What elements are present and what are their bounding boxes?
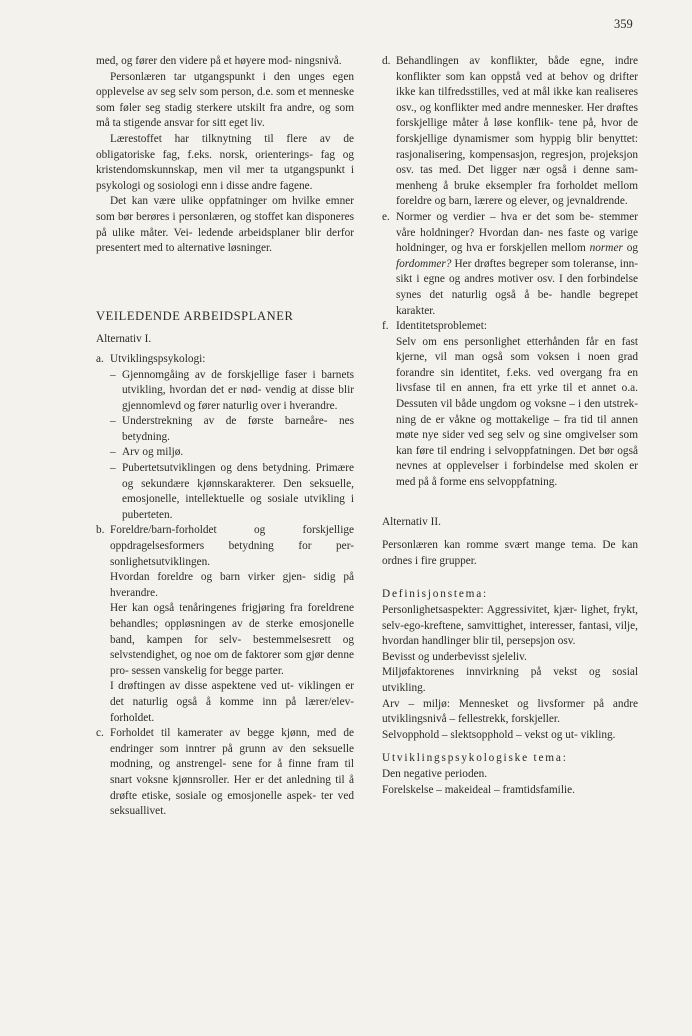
definition-line: Miljøfaktorenes innvirkning på vekst og sosial utvikling. (382, 666, 638, 694)
section-heading: VEILEDENDE ARBEIDSPLANER (96, 308, 294, 323)
item-a-bullet: – Understrekning av de første barneåre- nes betydning. (110, 415, 354, 443)
definition-theme-title: Definisjonstema: (382, 588, 488, 601)
item-b-paragraph: I drøftingen av disse aspektene ved ut- viklingen er det naturlig også å komme inn på lærer/elev-forholdet. (110, 680, 354, 724)
item-d (382, 54, 638, 210)
page-number: 359 (614, 17, 633, 31)
item-e-marker: e. (382, 210, 390, 223)
development-theme-title: Utviklingspsykologiske tema: (382, 752, 568, 765)
left-column (96, 54, 354, 820)
definition-line: Selvopphold – slektsopphold – vekst og ut- vikling. (382, 728, 616, 741)
item-c-marker: c. (96, 727, 104, 740)
item-c (96, 726, 354, 820)
item-d-text: Behandlingen av konflikter, både egne, indre konflikter som kan oppstå ved at behov og drifter ikke kan tilfredsstilles, ved at mål ikke kan realiseres osv., og konflikter med andre mennesker. Her drøftes forskjellige måter å løse konflik- tene på, hvor de forskjellige dynamismer som hyppig blir benyttet: rasjonalisering, kompensasjon, regresjon, projeksjon osv. tas med. Det ligger nær også i denne sam- menheng å bruke eksempler fra forholdet mellom foreldre og barn, lærere og elever, og jevnaldrende. (396, 55, 638, 208)
item-f-text: Selv om ens personlighet etterhånden får en fast kjerne, vil man også som voksen i noen grad forandre sin identitet, f.eks. ved overgang fra en livsfase til en annen, fra ett yrke til et annet o.a. Dessuten vil både ungdom og voksne – i den utstrek- ning de er våkne og mottakelige – fra tid til annen møte nye sider ved seg selv og sine omgivelser som kan føre til endring i selvoppfatningen. Det bør også nevnes at opplevelser i forbindelse med skolen er med på å forme ens selvoppfatning. (396, 335, 638, 489)
intro-paragraph-2: Personlæren tar utgangspunkt i den unges egen opplevelse av seg selv som person, d.e. som et menneske som føler seg stadig sterkere utskilt fra andre, og som må ta stigende ansvar for sitt eget liv. (96, 70, 354, 130)
item-f-marker: f. (382, 320, 389, 333)
item-a-bullet: – Arv og miljø. (110, 446, 184, 459)
item-f (382, 319, 638, 491)
intro-paragraph-1: med, og fører den videre på et høyere mod- ningsnivå. (96, 55, 342, 67)
item-c-text: Forholdet til kamerater av begge kjønn, med de endringer som inntrer på grunn av den seksuelle modning, og anstrengel- sene for å finne fram til snart voksne kjønnsroller. Her er det anledning til å drøfte etiske, sosiale og emosjonelle aspek- ter ved seksuallivet. (110, 727, 354, 818)
item-b (96, 523, 354, 726)
alternative-1-label: Alternativ I. (96, 333, 152, 346)
item-b-paragraph: Foreldre/barn-forholdet og forskjellige oppdragelsesformers betydning for per- sonlighetsutviklingen. (110, 524, 354, 568)
item-b-paragraph: Her kan også tenåringenes frigjøring fra foreldrene behandles; oppløsningen av de sterke emosjonelle band, kampen for selv- bestemmelsesrett og selvstendighet, og noe om de faktorer som gjør denne pro- sessen vanskelig for begge parter. (110, 602, 354, 677)
item-b-paragraph: Hvordan foreldre og barn virker gjen- sidig på hverandre. (110, 571, 354, 599)
item-a-bullet: – Pubertetsutviklingen og dens betydning. Primære og sekundære kjønnskarakterer. Den seksuelle, emosjonelle, intellektuelle og sosiale utvikling i puberteten. (110, 462, 354, 521)
item-d-marker: d. (382, 55, 391, 67)
development-line: Den negative perioden. (382, 767, 488, 780)
term-normer: normer (589, 242, 623, 255)
definition-line: Bevisst og underbevisst sjeleliv. (382, 650, 527, 663)
item-a (96, 352, 354, 524)
item-f-title: Identitetsproblemet: (396, 320, 487, 333)
item-b-marker: b. (96, 524, 105, 537)
item-a-title: Utviklingspsykologi: (110, 352, 206, 365)
item-e-text: Normer og verdier – hva er det som be- stemmer våre holdninger? Hvordan dan- nes faste og varige holdninger, og hva er forskjellen mellom normer og fordommer? Her drøftes begreper som toleranse, inn- sikt i egne og andres motiver osv. I den forbindelse synes det naturlig også å be- handle begrepet karakter. (396, 210, 639, 317)
item-a-bullet: – Gjennomgåing av de forskjellige faser i barnets utvikling, hvordan det er nød- vendig at disse blir gjennomlevd og fører naturlig over i hverandre. (110, 368, 354, 412)
development-line: Forelskelse – makeideal – framtidsfamilie. (382, 783, 575, 796)
definition-line: Arv – miljø: Mennesket og livsformer på andre utviklingsnivå – fellestrekk, forskjeller. (382, 697, 638, 726)
intro-paragraph-4: Det kan være ulike oppfatninger om hvilke emner som bør berøres i personlæren, og stoffet kan disponeres på ulike måter. Vei- ledende arbeidsplaner blir derfor presentert med to alternative løsninger. (96, 195, 354, 255)
right-column (382, 54, 638, 798)
alternative-2-label: Alternativ II. (382, 515, 441, 528)
term-fordommer: fordommer? (396, 257, 452, 270)
item-e (382, 210, 638, 319)
alternative-2-intro: Personlæren kan romme svært mange tema. De kan ordnes i fire grupper. (382, 539, 638, 567)
definition-line: Personlighetsaspekter: Aggressivitet, kjær- lighet, frykt, selv-ego-kreftene, samvittighet, interesser, fantasi, vilje, hvordan handlinger blir til, persepsjon osv. (382, 604, 638, 648)
item-a-marker: a. (96, 352, 104, 365)
intro-paragraph-3: Lærestoffet har tilknytning til flere av de obligatoriske fag, f.eks. norsk, orienterings- fag og kristendomskunnskap, men vil mer ta utgangspunkt i psykologi og sosiologi enn i disse andre fagene. (96, 132, 354, 192)
